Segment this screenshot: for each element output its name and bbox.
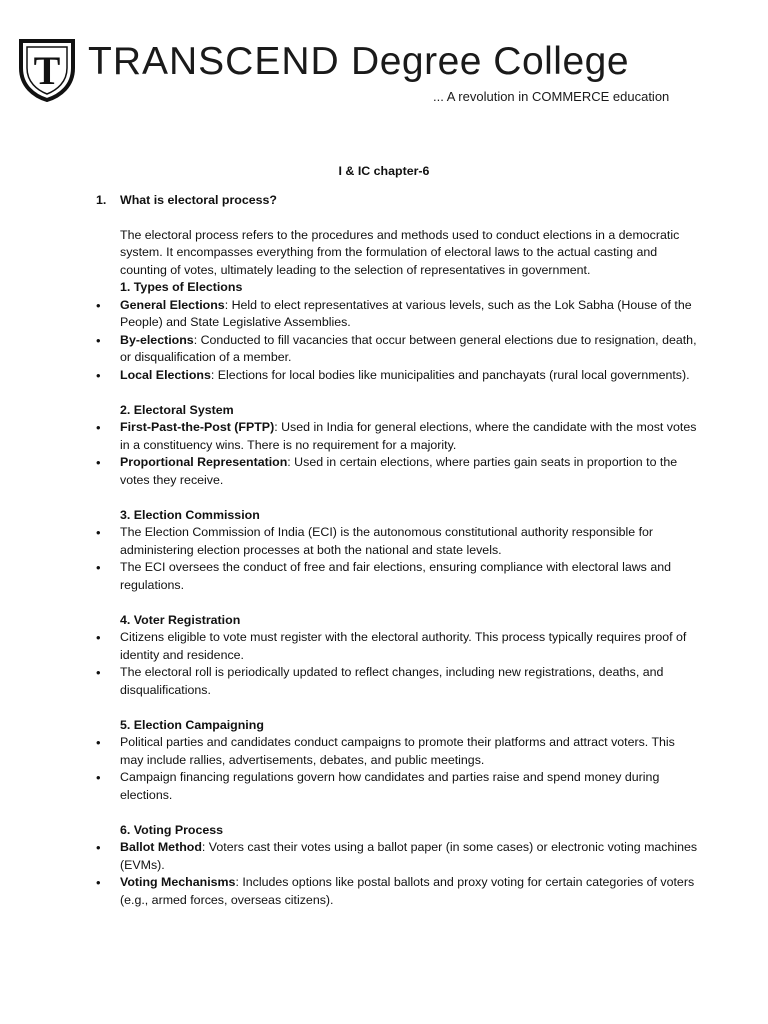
list-item <box>0 664 698 699</box>
question-line <box>0 192 768 210</box>
section-heading: 4. Voter Registration <box>120 612 241 627</box>
spacer <box>0 804 768 822</box>
section-list <box>0 524 768 594</box>
list-item-text: : Includes options like postal ballots and proxy voting for certain categories of voters (e.g., armed forces, overseas citizens). <box>120 875 695 907</box>
list-item-text: : Held to elect representatives at various levels, such as the Lok Sabha (House of the People) and State Legislative Assemblies. <box>120 297 692 329</box>
question-text: What is electoral process? <box>120 192 278 207</box>
list-item <box>0 839 698 874</box>
list-item <box>0 454 698 489</box>
section-heading: 6. Voting Process <box>120 822 224 837</box>
list-item-text: : Conducted to fill vacancies that occur between general elections due to resignation, death, or disqualification of a member. <box>120 332 697 364</box>
list-item <box>0 734 698 769</box>
list-item <box>0 559 698 594</box>
list-item-text: Political parties and candidates conduct campaigns to promote their platforms and attract voters. This may include rallies, advertisements, debates, and public meetings. <box>120 735 675 767</box>
list-item <box>0 367 698 385</box>
section-heading: 2. Electoral System <box>120 402 234 417</box>
section-heading: 3. Election Commission <box>120 507 260 522</box>
list-item-term: By-elections <box>120 332 194 347</box>
section-list <box>0 419 768 489</box>
list-item-text: : Used in India for general elections, where the candidate with the most votes in a constituency wins. There is no requirement for a majority. <box>120 420 697 452</box>
list-item-text: The ECI oversees the conduct of free and fair elections, ensuring compliance with electoral laws and regulations. <box>120 560 671 592</box>
logo-letter: T <box>33 48 61 93</box>
list-item-term: Voting Mechanisms <box>120 875 236 889</box>
list-item <box>0 629 698 664</box>
list-item <box>0 297 698 332</box>
section-heading: 1. Types of Elections <box>120 280 243 294</box>
college-name-caps: TRANSCEND <box>88 40 340 83</box>
list-item <box>0 769 698 804</box>
intro-paragraph: The electoral process refers to the procedures and methods used to conduct elections in a democratic system. It encompasses everything from the formulation of electoral laws to the actual casting and counting of votes, ultimately leading to the selection of representatives in government. <box>120 227 680 277</box>
page-header <box>0 0 768 140</box>
section-list <box>0 629 768 699</box>
list-item-text: The Election Commission of India (ECI) is the autonomous constitutional authority responsible for administering election processes at both the national and state levels. <box>120 525 654 557</box>
document-title: I & IC chapter-6 <box>338 164 430 178</box>
list-item-term: Proportional Representation <box>120 455 288 469</box>
list-item-term: Local Elections <box>120 367 211 382</box>
spacer <box>0 699 768 717</box>
spacer <box>0 489 768 507</box>
college-name <box>88 42 629 81</box>
list-item-text: : Voters cast their votes using a ballot paper (in some cases) or electronic voting machines (EVMs). <box>120 840 698 872</box>
list-item-text: : Used in certain elections, where parties gain seats in proportion to the votes they receive. <box>120 455 678 487</box>
list-item <box>0 332 698 367</box>
list-item <box>0 874 698 909</box>
list-item-term: First-Past-the-Post (FPTP) <box>120 420 275 434</box>
list-item-text: The electoral roll is periodically updated to reflect changes, including new registrations, deaths, and disqualifications. <box>120 665 664 697</box>
spacer <box>0 594 768 612</box>
section-heading: 5. Election Campaigning <box>120 717 264 732</box>
college-tagline: ... A revolution in COMMERCE education <box>433 89 670 104</box>
list-item <box>0 524 698 559</box>
college-logo-shield-icon <box>18 38 76 102</box>
section-list <box>0 297 768 385</box>
spacer <box>0 384 768 402</box>
spacer <box>0 209 768 227</box>
college-name-rest: Degree College <box>351 40 630 83</box>
list-item-term: Ballot Method <box>120 840 202 854</box>
list-item-term: General Elections <box>120 297 225 312</box>
section-list <box>0 734 768 804</box>
list-item-text: : Elections for local bodies like municipalities and panchayats (rural local governments). <box>210 367 690 382</box>
section-list <box>0 839 768 909</box>
list-item <box>0 419 698 454</box>
list-item-text: Citizens eligible to vote must register with the electoral authority. This process typically requires proof of identity and residence. <box>120 630 687 662</box>
document-body <box>0 160 768 909</box>
question-number: 1. <box>96 192 107 207</box>
list-item-text: Campaign financing regulations govern how candidates and parties raise and spend money during elections. <box>120 770 660 802</box>
